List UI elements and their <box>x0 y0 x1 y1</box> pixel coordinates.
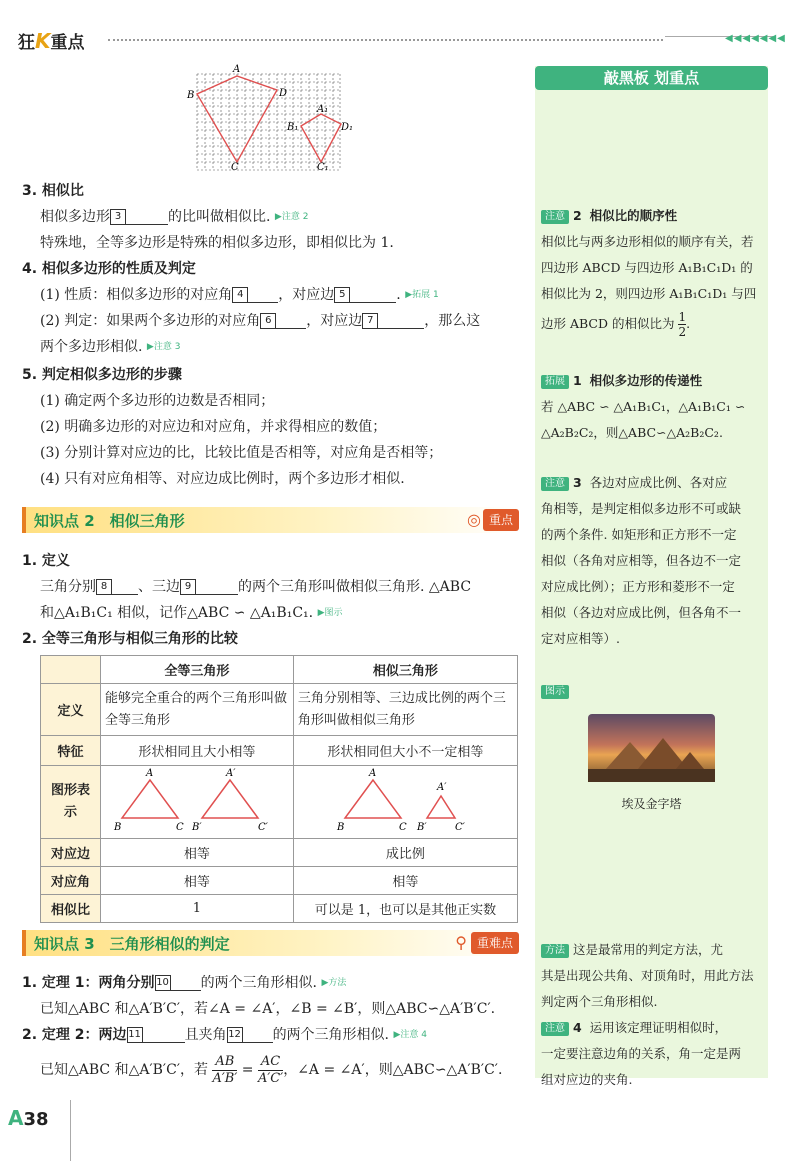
svg-text:C: C <box>399 822 408 833</box>
svg-text:D₁: D₁ <box>341 122 354 133</box>
svg-text:A′: A′ <box>225 768 236 779</box>
fraction-ac: $\frac{AC}{A'C'}$ <box>257 1053 284 1086</box>
svg-text:A′: A′ <box>437 782 447 793</box>
target-icon: ◎ <box>467 510 481 529</box>
svg-text:A: A <box>145 768 154 779</box>
section-heading: 4. 相似多边形的性质及判定 <box>22 261 196 277</box>
margin-rule <box>70 1100 71 1161</box>
theorem-2: 2. 定理 2：两边 11 且夹角 12 的两个三角形相似. ▶注意 4 已知△ABC 和△A′B′C′，若 $\frac{AB}{A'B'}$ = $\frac{AC}{A'C'}$ ，∠A = ∠A′，则△ABC∽△A′B′C′. <box>22 1027 503 1086</box>
comparison-heading: 2. 全等三角形与相似三角形的比较 <box>22 631 238 647</box>
fraction: $\frac{1}{2}$ <box>678 310 687 339</box>
page-number: A38 <box>8 1106 49 1130</box>
section-steps: 5. 判定相似多边形的步骤 (1) 确定两个多边形的边数是否相同； (2) 明确多边形的对应边和对应角，并求得相应的数值； (3) 分别计算对应边的比，比较比值是否相等，对应角是否相等； (4) 只有对应角相等、对应边成比例时，两个多边形才相似. <box>22 362 527 492</box>
side-note-2: 注意 2 相似比的顺序性 相似比与两多边形相似的顺序有关，若 四边形 ABCD 与四边形 A₁B₁C₁D₁ 的 相似比为 2，则四边形 A₁B₁C₁D₁ 与四 边形 ABCD 的相似比为 $\frac{1}{2}$ . <box>541 208 757 339</box>
answer-blank[interactable] <box>126 209 168 225</box>
svg-text:A: A <box>233 64 241 75</box>
header-arrows-icon: ◀◀◀◀◀◀◀ <box>725 33 786 44</box>
logo-suffix: 重点 <box>50 33 85 53</box>
side-method: 方法 这是最常用的判定方法，尤 其是出现公共角、对顶角时，用此方法 判定两个三角形相似. <box>541 942 754 1009</box>
fraction-ab: $\frac{AB}{A'B'}$ <box>212 1053 238 1086</box>
comparison-table <box>40 655 518 923</box>
section-similarity-ratio: 3. 相似比 相似多边形 3 的比叫做相似比. ▶注意 2 特殊地，全等多边形是特殊的相似多边形，即相似比为 1. <box>22 178 527 256</box>
table-row: 相似比 1 可以是 1，也可以是其他正实数 <box>41 895 518 923</box>
note-link: ▶注意 2 <box>274 212 309 222</box>
theorem-1: 1. 定理 1：两角分别 10 的两个三角形相似. ▶方法 已知△ABC 和△A′B′C′，若∠A = ∠A′，∠B = ∠B′，则△ABC∽△A′B′C′. <box>22 975 496 1017</box>
similar-triangles <box>295 766 515 834</box>
svg-text:A₁: A₁ <box>317 104 329 115</box>
svg-text:C′: C′ <box>257 822 268 833</box>
pyramid-photo <box>588 714 715 782</box>
svg-text:C′: C′ <box>455 822 466 833</box>
side-panel-title: 敲黑板 划重点 <box>535 66 768 90</box>
svg-text:B: B <box>187 90 195 101</box>
svg-text:D: D <box>279 88 288 99</box>
svg-text:C₁: C₁ <box>317 162 329 173</box>
svg-text:B′: B′ <box>191 822 202 833</box>
table-row: 对应角 相等 相等 <box>41 867 518 895</box>
knowledge-point-2-bar: 知识点 2 相似三角形 ◎ 重点 <box>22 507 519 533</box>
magnifier-icon: ⚲ <box>455 933 467 952</box>
section-definition: 1. 定义 三角分别 8 、三边 9 的两个三角形叫做相似三角形. △ABC 和△A₁B₁C₁ 相似，记作△ABC ∽ △A₁B₁C₁. ▶图示 <box>22 553 472 621</box>
figure-tag: 图示 <box>541 683 573 699</box>
section-heading: 3. 相似比 <box>22 183 84 199</box>
answer-box: 3 <box>110 209 126 225</box>
table-header: 相似三角形 <box>293 656 517 684</box>
logo-k: K <box>35 29 51 53</box>
table-row: 定义 能够完全重合的两个三角形叫做全等三角形 三角分别相等、三边成比例的两个三角形叫做相似三角形 <box>41 684 518 736</box>
svg-text:A: A <box>369 768 377 779</box>
table-row: 对应边 相等 成比例 <box>41 839 518 867</box>
logo-prefix: 狂 <box>18 33 35 53</box>
knowledge-point-3-bar: 知识点 3 三角形相似的判定 ⚲ 重难点 <box>22 930 519 956</box>
figure-caption: 埃及金字塔 <box>621 797 682 811</box>
svg-text:C: C <box>231 162 239 173</box>
grid-figure <box>185 62 360 186</box>
header-logo <box>18 28 85 53</box>
svg-text:B: B <box>113 822 122 833</box>
header-dotted-rule <box>108 39 663 41</box>
congruent-triangles <box>102 766 292 834</box>
side-note-4: 注意 4 运用该定理证明相似时， 一定要注意边角的关系，角一定是两 组对应边的夹角. <box>541 1020 742 1087</box>
svg-text:B: B <box>337 822 345 833</box>
svg-text:C: C <box>175 822 184 833</box>
section-properties: 4. 相似多边形的性质及判定 (1) 性质：相似多边形的对应角 4 ，对应边 5 . ▶拓展 1 (2) 判定：如果两个多边形的对应角 6 ，对应边 7 ，那么这 两个多边形相似. ▶注意 3 <box>22 256 527 360</box>
key-badge: 重点 <box>483 509 519 531</box>
key-difficulty-badge: 重难点 <box>471 932 519 954</box>
svg-text:B₁: B₁ <box>287 122 299 133</box>
side-ext-1: 拓展 1 相似多边形的传递性 若 △ABC ∽ △A₁B₁C₁，△A₁B₁C₁ ∽ △A₂B₂C₂，则△ABC∽△A₂B₂C₂. <box>541 373 746 440</box>
table-row <box>41 656 518 684</box>
page-logo-icon: A <box>8 1106 24 1130</box>
table-row: 图形表示 A B C A′ B′ C′ A B C A′ B′ C′ <box>41 766 518 839</box>
note-tag: 注意 <box>541 210 569 224</box>
table-row: 特征 形状相同且大小相等 形状相同但大小不一定相等 <box>41 736 518 766</box>
svg-text:B′: B′ <box>417 822 428 833</box>
side-note-3: 注意 3 各边对应成比例、各对应 角相等，是判定相似多边形不可或缺 的两个条件. 如矩形和正方形不一定 相似（各角对应相等，但各边不一定 对应成比例）；正方形和菱形不一定 相似（各边对应成比例，但各角不一 定对应相等）. <box>541 475 742 646</box>
section-heading: 5. 判定相似多边形的步骤 <box>22 367 182 383</box>
table-header: 全等三角形 <box>101 656 294 684</box>
